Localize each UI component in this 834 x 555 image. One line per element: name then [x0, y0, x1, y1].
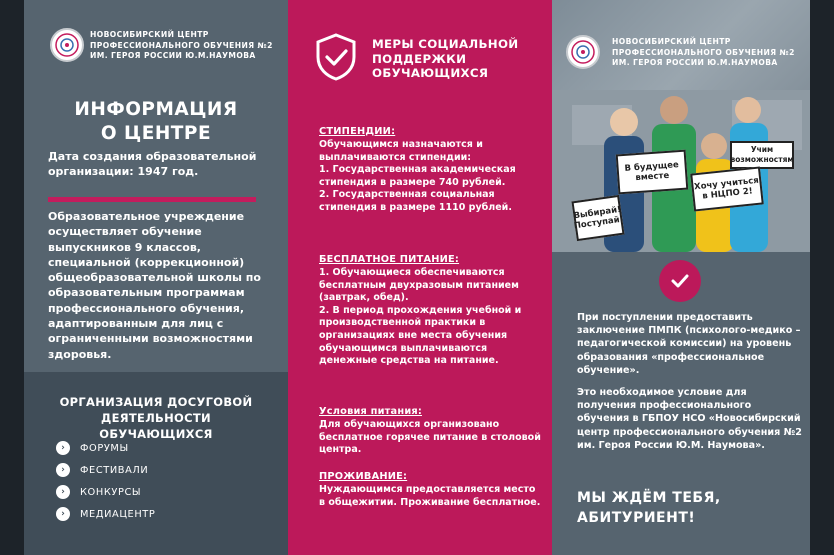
section-text: Для обучающихся организовано бесплатное горячее питание в столовой центра. [319, 419, 541, 456]
divider [48, 197, 256, 202]
check-icon [659, 260, 701, 302]
chevron-right-icon: › [56, 463, 70, 477]
closing-slogan [577, 488, 802, 528]
admission-requirement: При поступлении предоставить заключение ПМПК (психолого-медико – педагогической комиссии) на уровень образования «профессиональное обучение». [577, 312, 801, 376]
photo-sign: Хочу учиться в НЦПО 2! [690, 166, 764, 211]
closing-slogan-text: МЫ ЖДЁМ ТЕБЯ, АБИТУРИЕНТ! [577, 490, 721, 526]
leisure-item-label: МЕДИАЦЕНТР [80, 508, 156, 520]
leisure-item [56, 440, 129, 456]
leisure-item [56, 506, 155, 522]
photo-sign: Учим возможностям [730, 141, 794, 169]
org-name: НОВОСИБИРСКИЙ ЦЕНТР ПРОФЕССИОНАЛЬНОГО ОБУЧЕНИЯ №2 ИМ. ГЕРОЯ РОССИИ Ю.М.НАУМОВА [612, 37, 795, 67]
section-title: СТИПЕНДИИ: [319, 126, 396, 137]
leisure-block [24, 372, 288, 555]
about-text: Образовательное учреждение осуществляет обучение выпускников 9 классов, специальной (коррекционной) общеобразовательной школы по образовательным программам профессионального обучения, адаптированным для лиц с ограниченными возможностями здоровья. [48, 210, 261, 361]
admission-column [552, 0, 810, 555]
photo-sign: Выбирай! Поступай! [571, 195, 624, 241]
leisure-item-label: ФЕСТИВАЛИ [80, 464, 149, 476]
leisure-title-text: ОРГАНИЗАЦИЯ ДОСУГОВОЙ ДЕЯТЕЛЬНОСТИ ОБУЧАЮЩИХСЯ [59, 395, 253, 441]
section-text: Обучающимся назначаются и выплачиваются стипендии: 1. Государственная академическая стипендия в размере 740 рублей. 2. Государственная социальная стипендия в размере 1110 рублей. [319, 139, 516, 213]
org-name: НОВОСИБИРСКИЙ ЦЕНТР ПРОФЕССИОНАЛЬНОГО ОБУЧЕНИЯ №2 ИМ. ГЕРОЯ РОССИИ Ю.М.НАУМОВА [90, 30, 273, 60]
chevron-right-icon: › [56, 485, 70, 499]
right-margin [810, 0, 834, 555]
leisure-item [56, 484, 141, 500]
founded-date: Дата создания образовательной организации: 1947 год. [48, 150, 257, 178]
section-title: Условия питания: [319, 406, 422, 417]
chevron-right-icon: › [56, 507, 70, 521]
section-text: Нуждающимся предоставляется место в общежитии. Проживание бесплатное. [319, 484, 541, 508]
chevron-right-icon: › [56, 441, 70, 455]
section-title: ПРОЖИВАНИЕ: [319, 471, 408, 482]
center-logo-icon [50, 28, 84, 62]
section-title: БЕСПЛАТНОЕ ПИТАНИЕ: [319, 254, 460, 265]
info-title [24, 98, 288, 146]
support-title: МЕРЫ СОЦИАЛЬНОЙ ПОДДЕРЖКИ ОБУЧАЮЩИХСЯ [372, 37, 519, 80]
info-column [24, 0, 288, 555]
shield-check-icon [314, 32, 358, 82]
leisure-title [24, 394, 288, 442]
leisure-item [56, 462, 148, 478]
center-logo-icon [566, 35, 600, 69]
students-photo [552, 0, 810, 252]
admission-note: Это необходимое условие для получения профессионального обучения в ГБПОУ НСО «Новосибирский центр профессионального обучения №2 им. Героя России Ю.М. Наумова». [577, 387, 802, 451]
info-title-text: ИНФОРМАЦИЯ О ЦЕНТРЕ [74, 99, 238, 144]
photo-sign: В будущее вместе [616, 150, 689, 195]
leisure-item-label: ФОРУМЫ [80, 442, 129, 454]
leisure-item-label: КОНКУРСЫ [80, 486, 142, 498]
left-margin [0, 0, 24, 555]
support-column [288, 0, 552, 555]
section-text: 1. Обучающиеся обеспечиваются бесплатным двухразовым питанием (завтрак, обед). 2. В период прохождения учебной и производственной практики в организациях вне места обучения обучающимся выплачиваются денежные средства на питание. [319, 267, 522, 367]
